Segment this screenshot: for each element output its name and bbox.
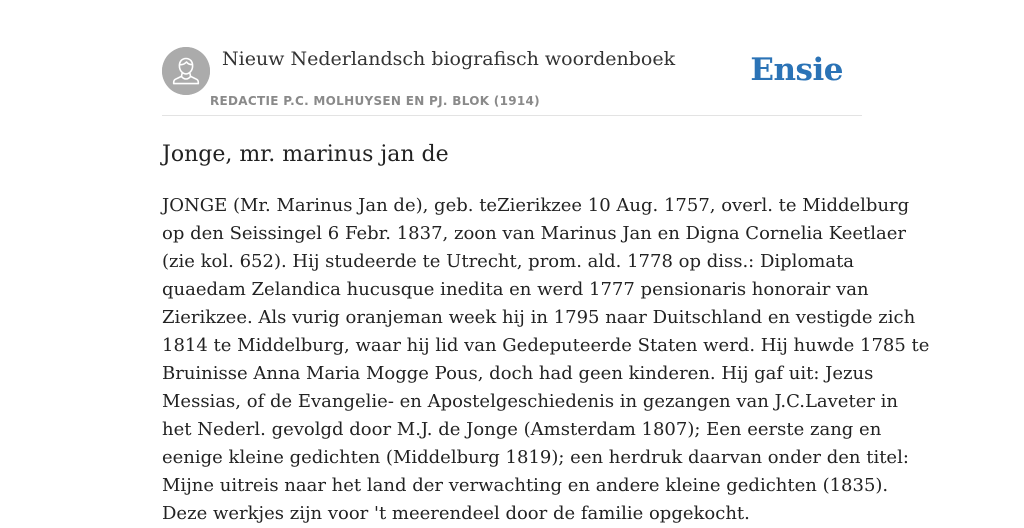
article-body-line: Zierikzee. Als vurig oranjeman week hij in 1795 naar Duitschland en vestigde zich xyxy=(162,307,916,328)
user-icon xyxy=(162,47,210,95)
article-body-line: Bruinisse Anna Maria Mogge Pous, doch had geen kinderen. Hij gaf uit: Jezus xyxy=(162,363,874,384)
source-header xyxy=(162,46,862,116)
article-body-line: Mijne uitreis naar het land der verwachting en andere kleine gedichten (1835). xyxy=(162,475,889,496)
article-body-line: op den Seissingel 6 Febr. 1837, zoon van Marinus Jan en Digna Cornelia Keetlaer xyxy=(162,223,906,244)
user-icon-glyph xyxy=(162,47,210,95)
brand-logo[interactable]: Ensie xyxy=(750,52,843,88)
article-body-line: (zie kol. 652). Hij studeerde te Utrecht, prom. ald. 1778 op diss.: Diplomata xyxy=(162,251,855,272)
article-body-line: 1814 te Middelburg, waar hij lid van Gedeputeerde Staten werd. Hij huwde 1785 te xyxy=(162,335,930,356)
article-body-line: quaedam Zelandica hucusque inedita en werd 1777 pensionaris honorair van xyxy=(162,279,869,300)
article-body-line: eenige kleine gedichten (Middelburg 1819); een herdruk daarvan onder den titel: xyxy=(162,447,909,468)
article-body-line: het Nederl. gevolgd door M.J. de Jonge (Amsterdam 1807); Een eerste zang en xyxy=(162,419,882,440)
article-body-line: JONGE (Mr. Marinus Jan de), geb. teZierikzee 10 Aug. 1757, overl. te Middelburg xyxy=(162,195,910,216)
source-title[interactable]: Nieuw Nederlandsch biografisch woordenboek xyxy=(222,48,676,70)
article-body xyxy=(162,192,930,528)
article-title: Jonge, mr. marinus jan de xyxy=(162,142,449,167)
source-editor: REDACTIE P.C. MOLHUYSEN EN PJ. BLOK (1914) xyxy=(210,94,540,108)
article-body-line: Messias, of de Evangelie- en Apostelgeschiedenis in gezangen van J.C.Laveter in xyxy=(162,391,899,412)
article-body-line: Deze werkjes zijn voor 't meerendeel door de familie opgekocht. xyxy=(162,503,750,524)
